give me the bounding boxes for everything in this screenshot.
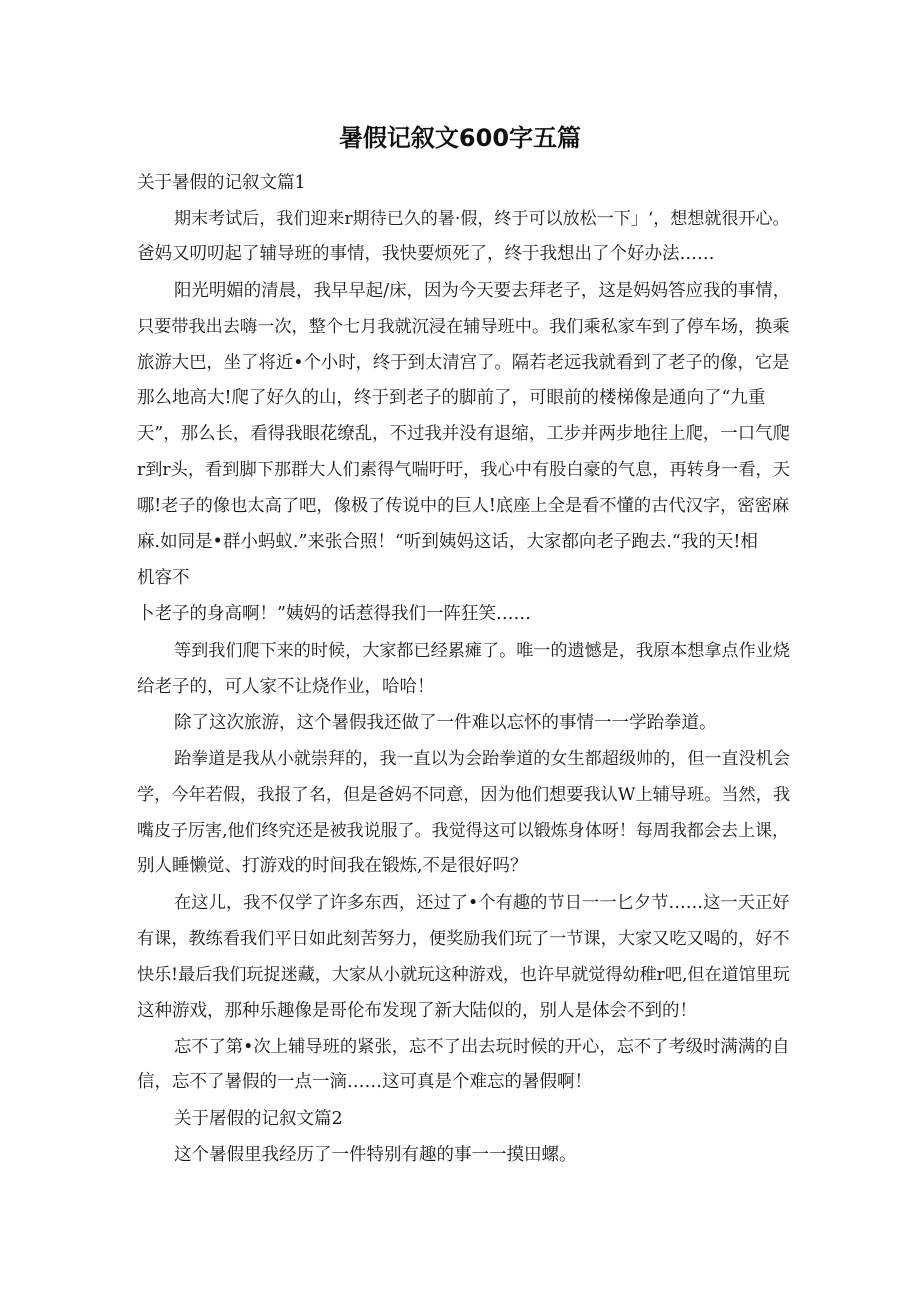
paragraph-line: 给老子的，可人家不让烧作业，哈哈！ <box>137 677 435 697</box>
paragraph-line: 跆拳道是我从小就崇拜的，我一直以为会跆拳道的女生都超级帅的，但一直没机会 <box>174 749 790 769</box>
paragraph-line: 哪!老子的像也太高了吧，像极了传说中的巨人!底座上全是看不懂的古代汉字，密密麻 <box>137 496 790 516</box>
paragraph-line: 卜老子的身高啊！”姨妈的话惹得我们一阵狂笑…… <box>137 604 531 624</box>
paragraph-line: 机容不 <box>137 568 190 588</box>
paragraph-line: 阳光明媚的清晨，我早早起/床，因为今天要去拜老子，这是妈妈答应我的事情， <box>174 281 791 301</box>
paragraph-line: 在这儿，我不仅学了许多东西，还过了•个有趣的节日一一匕夕节……这一天正好 <box>174 893 790 913</box>
paragraph-line: 快乐!最后我们玩捉迷藏，大家从小就玩这种游戏，也许早就觉得幼稚r吧,但在道馆里玩 <box>137 965 790 985</box>
paragraph-line: 爸妈又叨叨起了辅导班的事情，我快要烦死了，终于我想出了个好办法…… <box>137 244 715 264</box>
paragraph-line: 这个暑假里我经历了一件特别有趣的事一一摸田螺。 <box>174 1145 577 1165</box>
paragraph-line: 等到我们爬下来的时候，大家都已经累瘫了。唯一的遗憾是，我原本想拿点作业烧 <box>174 641 790 661</box>
paragraph-line: 别人睡懒觉、打游戏的时间我在锻炼,不是很好吗？ <box>137 856 528 876</box>
paragraph-line: 旅游大巴，坐了将近•个小时，终于到太清宫了。隔若老远我就看到了老子的像，它是 <box>137 353 790 373</box>
paragraph-line: 学，今年若假，我报了名，但是爸妈不同意，因为他们想要我认W上辅导班。当然，我 <box>137 785 791 805</box>
paragraph-line: 麻.如同是•群小蚂蚁.”来张合照！“听到姨妈这话，大家都向老子跑去.“我的天!相 <box>137 532 758 552</box>
paragraph-line: 天”，那么长，看得我眼花缭乱，不过我并没有退缩，工步并两步地往上爬，一口气爬 <box>137 424 790 444</box>
paragraph-line: 除了这次旅游，这个暑假我还做了一件难以忘怀的事情一一学跆拳道。 <box>174 713 717 733</box>
document-title: 暑假记叙文600字五篇 <box>338 124 582 152</box>
section-heading-2: 关于屠假的记叙文篇2 <box>174 1109 343 1129</box>
paragraph-line: 有课，教练看我们平日如此刻苦努力，便奖励我们玩了一节课，大家又吃又喝的，好不 <box>137 929 790 949</box>
paragraph-line: 信，忘不了暑假的一点一滴……这可真是个难忘的暑假啊！ <box>137 1072 592 1092</box>
paragraph-line: 那么地高大!爬了好久的山，终于到老子的脚前了，可眼前的楼梯像是通向了“九重 <box>137 388 766 408</box>
paragraph-line: 嘴皮子厉害,他们终究还是被我说服了。我觉得这可以锻炼身体呀！每周我都会去上课， <box>137 821 790 841</box>
paragraph-line: r到r头，看到脚下那群大人们素得气喘吁吁，我心中有股白豪的气息，再转身一看，天 <box>137 460 790 480</box>
paragraph-line: 期末考试后，我们迎来r期待已久的暑·假，终于可以放松一下」‘，想想就很开心。 <box>174 209 790 229</box>
paragraph-line: 这种游戏，那种乐趣像是哥伦布发现了新大陆似的，别人是体会不到的！ <box>137 1001 697 1021</box>
section-heading-1: 关于暑假的记叙文篇1 <box>137 173 306 193</box>
paragraph-line: 忘不了第•次上辅导班的紧张，忘不了出去玩时候的开心，忘不了考级时满满的自 <box>174 1037 790 1057</box>
paragraph-line: 只要带我出去嗨一次，整个七月我就沉浸在辅导班中。我们乘私家车到了停车场，换乘 <box>137 317 790 337</box>
